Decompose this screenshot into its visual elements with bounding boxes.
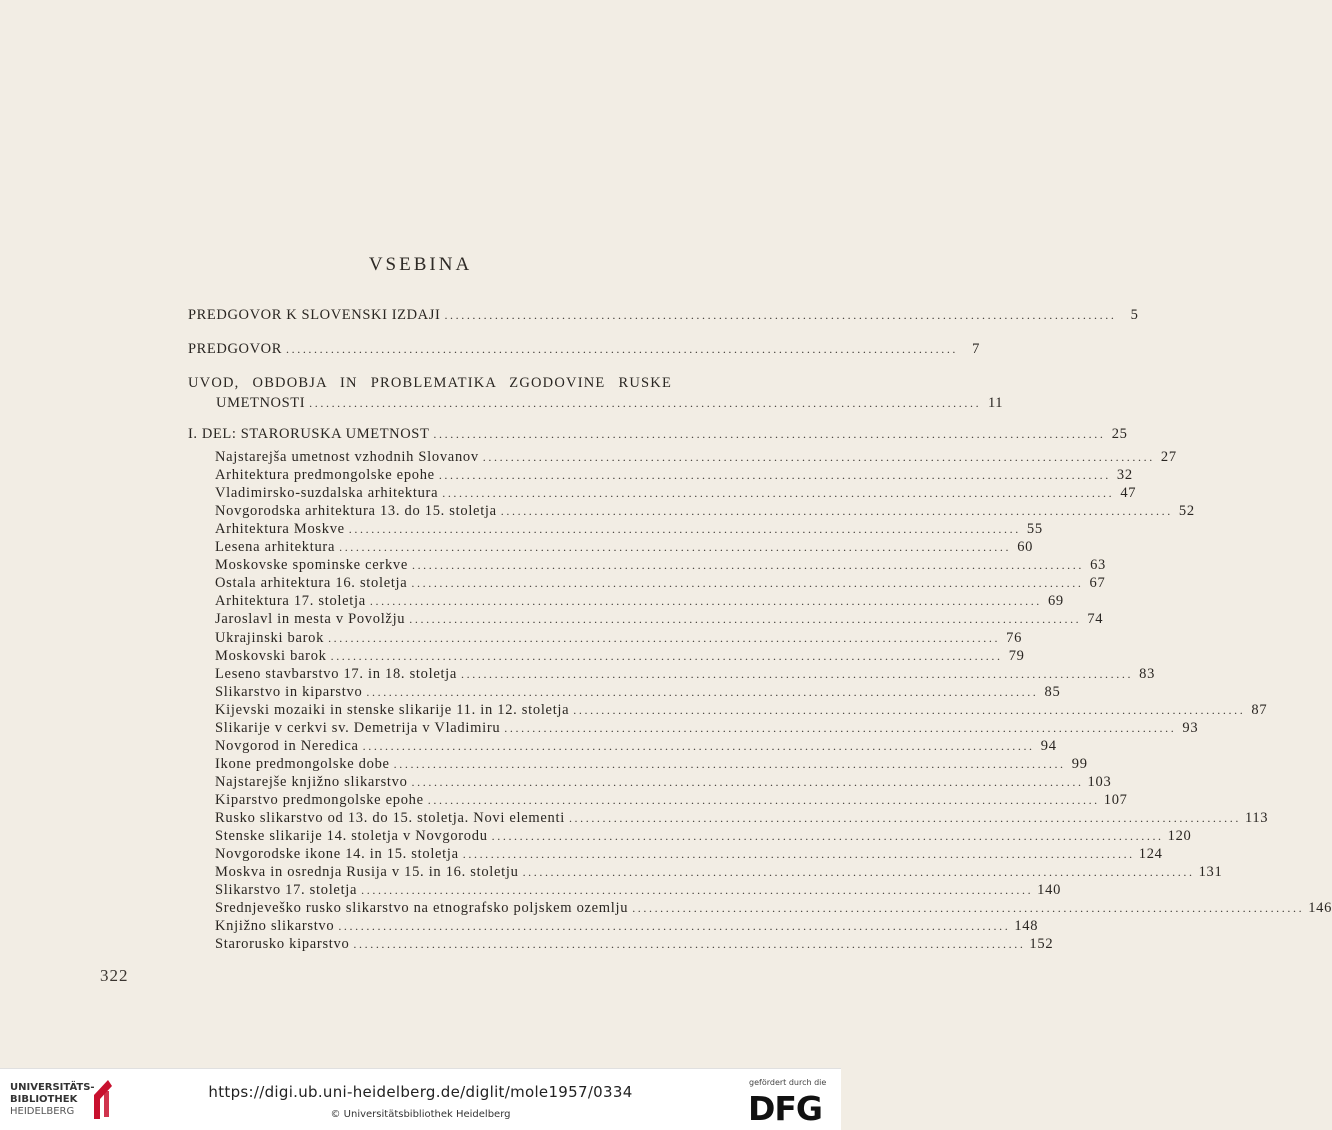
toc-page-number: 124 <box>1138 846 1163 863</box>
toc-page-number: 79 <box>1008 647 1025 664</box>
toc-subentry <box>215 773 1112 791</box>
toc-subentry <box>215 592 1064 610</box>
leader-dots: ........................................................................................................................ <box>632 901 1305 916</box>
library-line-3: HEIDELBERG <box>10 1106 75 1117</box>
leader-dots: ........................................................................................................................ <box>438 468 1111 483</box>
leader-dots: ........................................................................................................................ <box>328 630 1001 645</box>
toc-subentry-title: Kijevski mozaiki in stenske slikarije 11. in 12. stoletja <box>215 701 570 718</box>
toc-subentry <box>215 484 1137 502</box>
toc-subentry <box>215 610 1104 628</box>
toc-page-number: 67 <box>1089 575 1106 592</box>
toc-subentry-title: Ikone predmongolske dobe <box>215 755 390 772</box>
toc-subentry <box>215 466 1133 484</box>
leader-dots: ........................................................................................................................ <box>366 684 1039 699</box>
toc-subentry <box>215 755 1088 773</box>
toc-entry-continuation: UMETNOSTI <box>216 395 306 411</box>
toc-page-number: 93 <box>1182 719 1199 736</box>
toc-subentry <box>215 538 1034 556</box>
toc-subentry <box>215 683 1061 701</box>
toc-entry-title: I. DEL: STARORUSKA UMETNOST <box>188 426 430 442</box>
dfg-logo-text: DFG <box>748 1089 823 1128</box>
leader-dots: ........................................................................................................................ <box>482 450 1155 464</box>
toc-page-number: 87 <box>1251 701 1268 718</box>
toc-subentry <box>215 574 1106 592</box>
toc-entry-title: PREDGOVOR K SLOVENSKI IZDAJI <box>188 307 441 323</box>
leader-dots: ........................................................................................................................ <box>338 919 1011 934</box>
leader-dots: ........................................................................................................................ <box>361 883 1034 898</box>
toc-subentry-title: Ukrajinski barok <box>215 629 325 646</box>
toc-subentry-title: Moskva in osrednja Rusija v 15. in 16. stoletju <box>215 864 519 881</box>
toc-page-number: 94 <box>1040 737 1057 754</box>
toc-page-number: 103 <box>1087 773 1112 790</box>
funding-label: gefördert durch die <box>749 1078 827 1087</box>
toc-subentry <box>215 701 1268 719</box>
leader-dots: ........................................................................................................................ <box>369 594 1042 609</box>
toc-page-number: 152 <box>1029 936 1054 953</box>
toc-subentry <box>215 917 1039 935</box>
toc-subentry <box>215 520 1043 538</box>
leader-dots: ........................................................................................................................ <box>491 829 1164 844</box>
leader-dots: ........................................................................................................................ <box>409 612 1082 627</box>
toc-subentry <box>215 845 1163 863</box>
toc-subentry-title: Leseno stavbarstvo 17. in 18. stoletja <box>215 665 458 682</box>
toc-subentry <box>215 448 1177 466</box>
toc-subentry-title: Najstarejše knjižno slikarstvo <box>215 773 408 790</box>
copyright-notice: © Universitätsbibliothek Heidelberg <box>330 1109 511 1120</box>
leader-dots: ........................................................................................................................ <box>500 504 1173 519</box>
toc-page-number: 47 <box>1120 485 1137 502</box>
page-title: VSEBINA <box>368 254 473 275</box>
toc-page-number: 131 <box>1198 864 1223 881</box>
toc-subentry-title: Kiparstvo predmongolske epohe <box>215 791 424 808</box>
toc-page-number: 52 <box>1178 503 1195 520</box>
leader-dots: ........................................................................................................................ <box>573 702 1246 717</box>
leader-dots: ........................................................................................................................ <box>411 774 1084 789</box>
toc-entry-title: UVOD, OBDOBJA IN PROBLEMATIKA ZGODOVINE RUSKE <box>188 375 672 391</box>
toc-subentry-title: Arhitektura 17. stoletja <box>215 593 366 610</box>
toc-page-number: 27 <box>1160 449 1177 465</box>
toc-page-number: 32 <box>1116 467 1133 484</box>
leader-dots: ........................................................................................................................ <box>568 811 1241 825</box>
leader-dots: ........................................................................................................................ <box>309 396 982 410</box>
toc-page-number: 107 <box>1103 791 1128 808</box>
toc-page-number: 148 <box>1014 918 1039 935</box>
toc-subentry-title: Slikarije v cerkvi sv. Demetrija v Vladimiru <box>215 719 501 736</box>
toc-page-number: 85 <box>1044 683 1061 700</box>
leader-dots: ........................................................................................................................ <box>444 308 1117 322</box>
toc-page-number: 69 <box>1047 593 1064 610</box>
toc-subentry-title: Moskovske spominske cerkve <box>215 557 408 574</box>
toc-entry <box>188 306 1139 324</box>
toc-subentry <box>215 791 1128 809</box>
toc-subentry <box>215 629 1023 647</box>
toc-subentry <box>215 935 1054 953</box>
leader-dots: ........................................................................................................................ <box>353 937 1026 952</box>
toc-page-number: 120 <box>1167 828 1192 845</box>
toc-subentry-title: Najstarejša umetnost vzhodnih Slovanov <box>215 449 479 465</box>
leader-dots: ........................................................................................................................ <box>504 720 1177 735</box>
toc-entry <box>188 425 1128 443</box>
toc-subentry <box>215 556 1106 574</box>
leader-dots: ........................................................................................................................ <box>286 342 959 356</box>
toc-subentry-title: Srednjeveško rusko slikarstvo na etnografsko poljskem ozemlju <box>215 900 629 917</box>
toc-entry <box>188 340 981 358</box>
toc-page-number: 113 <box>1244 810 1269 826</box>
toc-subentry <box>215 899 1332 917</box>
toc-page-number: 83 <box>1139 665 1156 682</box>
leader-dots: ........................................................................................................................ <box>461 666 1134 681</box>
leader-dots: ........................................................................................................................ <box>362 738 1035 753</box>
leader-dots: ........................................................................................................................ <box>411 558 1084 573</box>
leader-dots: ........................................................................................................................ <box>427 792 1100 807</box>
toc-page-number: 5 <box>1130 307 1139 323</box>
leader-dots: ........................................................................................................................ <box>339 540 1012 555</box>
toc-page-number: 60 <box>1017 539 1034 556</box>
toc-subentry <box>215 647 1025 665</box>
toc-subentry-title: Knjižno slikarstvo <box>215 918 335 935</box>
toc-subentry <box>215 881 1062 899</box>
leader-dots: ........................................................................................................................ <box>393 756 1066 771</box>
toc-subentry <box>215 665 1156 683</box>
toc-subentry-title: Novgorod in Neredica <box>215 737 359 754</box>
toc-page-number: 99 <box>1071 755 1088 772</box>
toc-subentry-title: Lesena arhitektura <box>215 539 336 556</box>
leader-dots: ........................................................................................................................ <box>433 427 1106 441</box>
toc-page-number: 146 <box>1308 900 1332 917</box>
toc-subentry-title: Slikarstvo 17. stoletja <box>215 882 358 899</box>
leader-dots: ........................................................................................................................ <box>522 865 1195 880</box>
toc-page-number: 55 <box>1026 521 1043 538</box>
leader-dots: ........................................................................................................................ <box>330 648 1003 663</box>
toc-subentry <box>215 827 1192 845</box>
toc-subentry-title: Novgorodska arhitektura 13. do 15. stoletja <box>215 503 497 520</box>
toc-subentry-title: Stenske slikarije 14. stoletja v Novgorodu <box>215 828 488 845</box>
toc-subentry-title: Rusko slikarstvo od 13. do 15. stoletja. Novi elementi <box>215 810 565 826</box>
library-line-2: BIBLIOTHEK <box>10 1094 78 1105</box>
toc-page-number: 7 <box>972 341 981 357</box>
toc-subentry-title: Slikarstvo in kiparstvo <box>215 683 363 700</box>
leader-dots: ........................................................................................................................ <box>442 486 1115 501</box>
page-number: 322 <box>100 966 129 985</box>
toc-subentry <box>215 809 1269 827</box>
leader-dots: ........................................................................................................................ <box>462 847 1135 862</box>
document-url[interactable]: https://digi.ub.uni-heidelberg.de/diglit/mole1957/0334 <box>208 1083 633 1101</box>
toc-entry-title: PREDGOVOR <box>188 341 283 357</box>
footer-bar <box>0 1068 841 1130</box>
toc-subentry-title: Jaroslavl in mesta v Povolžju <box>215 611 406 628</box>
toc-subentry <box>215 719 1199 737</box>
toc-subentry-title: Ostala arhitektura 16. stoletja <box>215 575 408 592</box>
toc-page-number: 63 <box>1090 557 1106 574</box>
toc-subentry-title: Novgorodske ikone 14. in 15. stoletja <box>215 846 459 863</box>
toc-subentry <box>215 737 1057 755</box>
toc-subentry-title: Moskovski barok <box>215 647 327 664</box>
leader-dots: ........................................................................................................................ <box>348 522 1021 537</box>
toc-page-number: 74 <box>1087 611 1104 628</box>
toc-subentry-title: Vladimirsko-suzdalska arhitektura <box>215 485 439 502</box>
toc-subentry <box>215 502 1195 520</box>
toc-page-number: 25 <box>1111 426 1128 442</box>
toc-entry <box>216 394 1004 412</box>
toc-subentry <box>215 863 1223 881</box>
dfg-logo-icon <box>748 1089 830 1128</box>
toc-subentry-title: Starorusko kiparstvo <box>215 936 350 953</box>
toc-page-number: 11 <box>988 395 1004 411</box>
toc-page-number: 140 <box>1037 882 1062 899</box>
leader-dots: ........................................................................................................................ <box>411 576 1084 591</box>
toc-subentry-title: Arhitektura predmongolske epohe <box>215 467 435 484</box>
toc-page-number: 76 <box>1006 629 1023 646</box>
library-line-1: UNIVERSITÄTS- <box>10 1082 95 1093</box>
toc-subentry-title: Arhitektura Moskve <box>215 521 345 538</box>
